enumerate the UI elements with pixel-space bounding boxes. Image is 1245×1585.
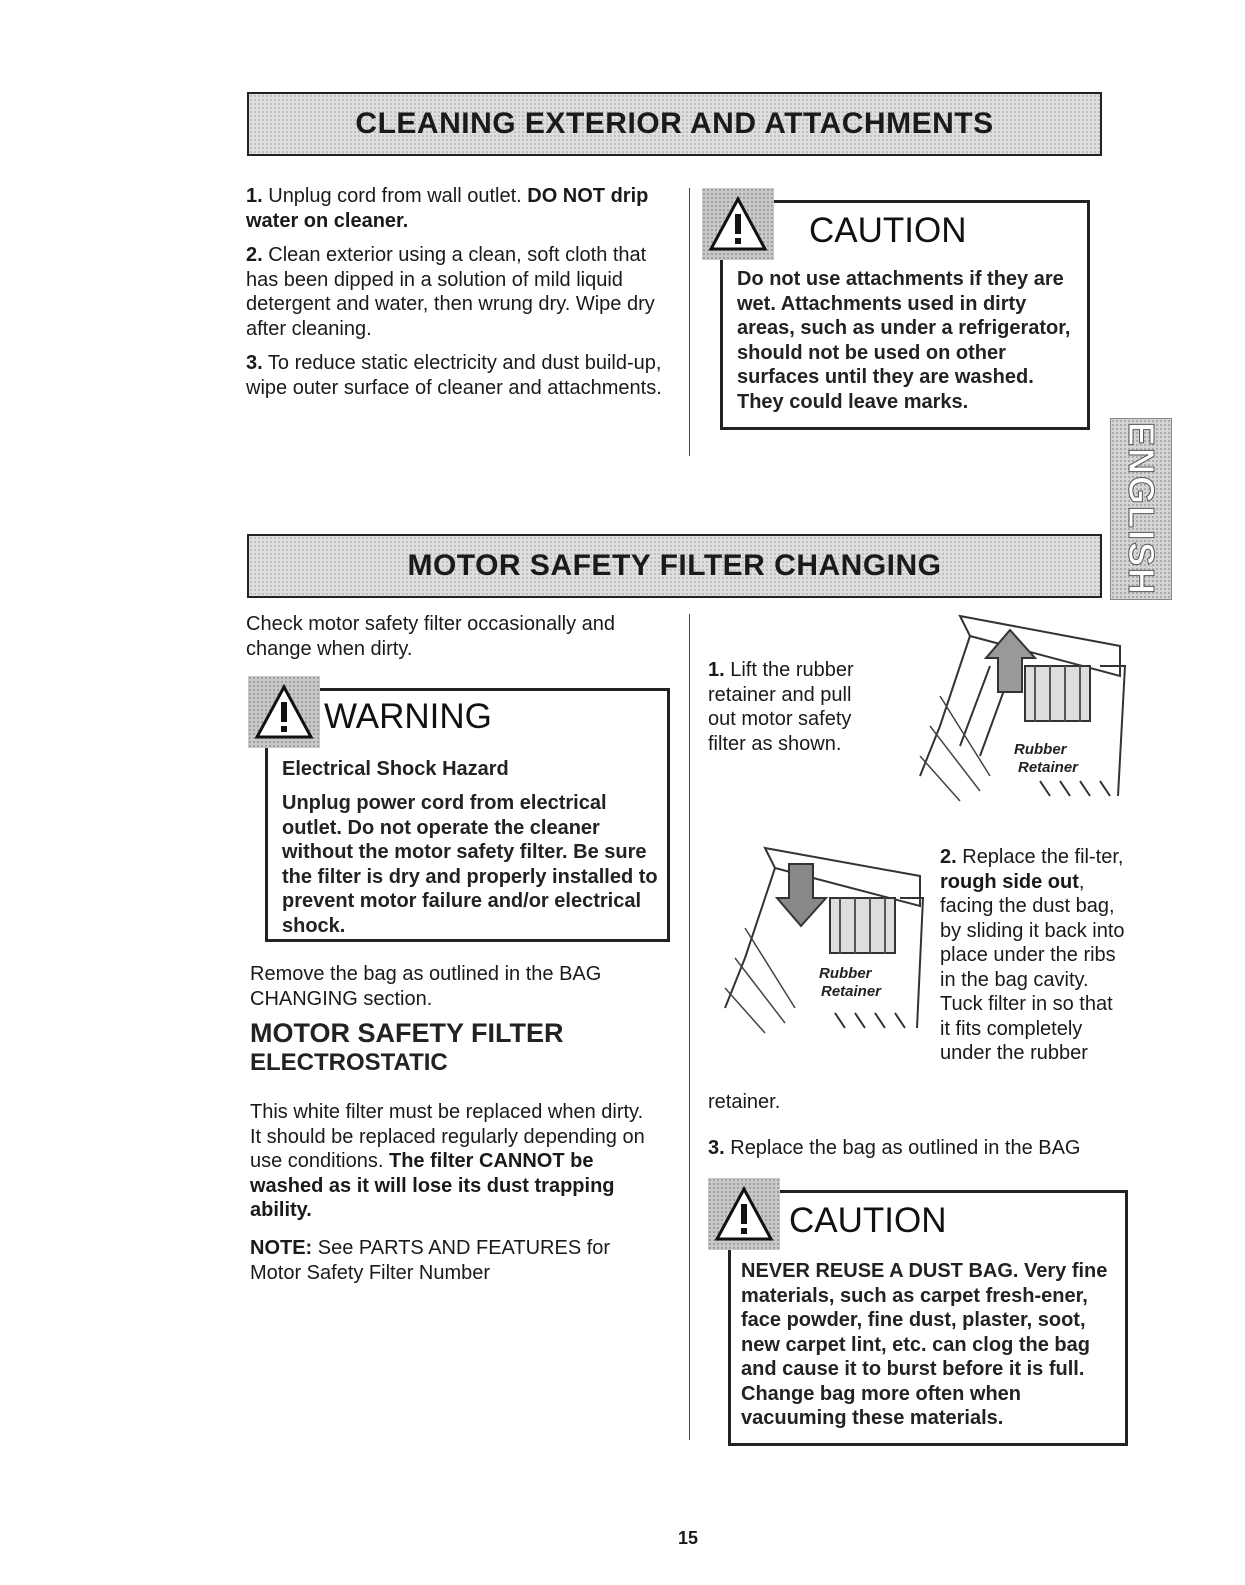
- section-banner-cleaning: [247, 92, 1102, 156]
- intro-text: Check motor safety filter occasionally and change when dirty.: [246, 613, 616, 660]
- warning-heading: WARNING: [324, 697, 492, 736]
- warning-box-shock: [265, 688, 670, 942]
- svg-text:Retainer: Retainer: [1018, 759, 1079, 776]
- remove-bag-text: Remove the bag as outlined in the BAG CHANGING section.: [250, 963, 602, 1010]
- filter-step-2: 2. Replace the fil-ter, rough side out, facing the dust bag, by sliding it back into place under the ribs in the bag cavity. Tuck filter in so that it fits completely under the rubber: [940, 846, 1125, 1064]
- column-divider: [689, 614, 690, 1440]
- warning-subheading: Electrical Shock Hazard: [282, 758, 509, 780]
- caution-text: NEVER REUSE A DUST BAG. Very fine materials, such as carpet fresh-ener, face powder, fine dust, plaster, soot, new carpet lint, etc. can clog the bag and cause it to burst before it is full. Change bag more often when vacuuming these materials.: [741, 1260, 1108, 1429]
- caution-box-dust-bag: [728, 1190, 1128, 1446]
- subsection-heading: MOTOR SAFETY FILTER ELECTROSTATIC: [250, 1018, 564, 1076]
- cleaning-step-1: 1. Unplug cord from wall outlet. DO NOT drip water on cleaner.: [246, 185, 649, 232]
- language-tab: ENGLISH: [1110, 418, 1172, 600]
- svg-text:Rubber: Rubber: [1014, 741, 1067, 758]
- filter-step-2-tail: retainer.: [708, 1091, 781, 1113]
- cleaning-steps: [246, 184, 666, 410]
- warning-triangle-icon: [248, 676, 320, 748]
- filter-removal-illustration: [900, 606, 1132, 802]
- section-title: MOTOR SAFETY FILTER CHANGING: [407, 549, 942, 582]
- section-title: CLEANING EXTERIOR AND ATTACHMENTS: [355, 107, 994, 140]
- cleaning-step-3: 3. To reduce static electricity and dust build-up, wipe outer surface of cleaner and attachments.: [246, 352, 662, 399]
- filter-description: This white filter must be replaced when dirty. It should be replaced regularly depending on use conditions. The filter CANNOT be washed as it will lose its dust trapping ability.: [250, 1101, 645, 1221]
- page-number: 15: [678, 1528, 699, 1548]
- note-text: NOTE: See PARTS AND FEATURES for Motor Safety Filter Number: [250, 1237, 611, 1284]
- section-banner-motor-filter: [247, 534, 1102, 598]
- caution-box-attachments: [720, 200, 1090, 430]
- warning-triangle-icon: [702, 188, 774, 260]
- svg-text:Retainer: Retainer: [821, 983, 882, 1000]
- column-divider: [689, 188, 690, 456]
- warning-text: Unplug power cord from electrical outlet. Do not operate the cleaner without the motor safety filter. Be sure the filter is dry and properly installed to prevent motor failure and/or electrical shock.: [282, 792, 658, 937]
- cleaning-step-2: 2. Clean exterior using a clean, soft cloth that has been dipped in a solution of mild liquid detergent and water, then wrung dry. Wipe dry after cleaning.: [246, 244, 655, 340]
- warning-triangle-icon: [708, 1178, 780, 1250]
- filter-step-1: 1. Lift the rubber retainer and pull out motor safety filter as shown.: [708, 659, 854, 755]
- filter-replacement-illustration: [705, 838, 930, 1034]
- caution-heading: CAUTION: [809, 211, 967, 250]
- filter-step-3: 3. Replace the bag as outlined in the BAG: [708, 1137, 1081, 1159]
- caution-text: Do not use attachments if they are wet. Attachments used in dirty areas, such as under a refrigerator, should not be used on other surfaces until they are washed. They could leave marks.: [737, 268, 1071, 413]
- caution-heading: CAUTION: [789, 1201, 947, 1240]
- svg-text:Rubber: Rubber: [819, 965, 872, 982]
